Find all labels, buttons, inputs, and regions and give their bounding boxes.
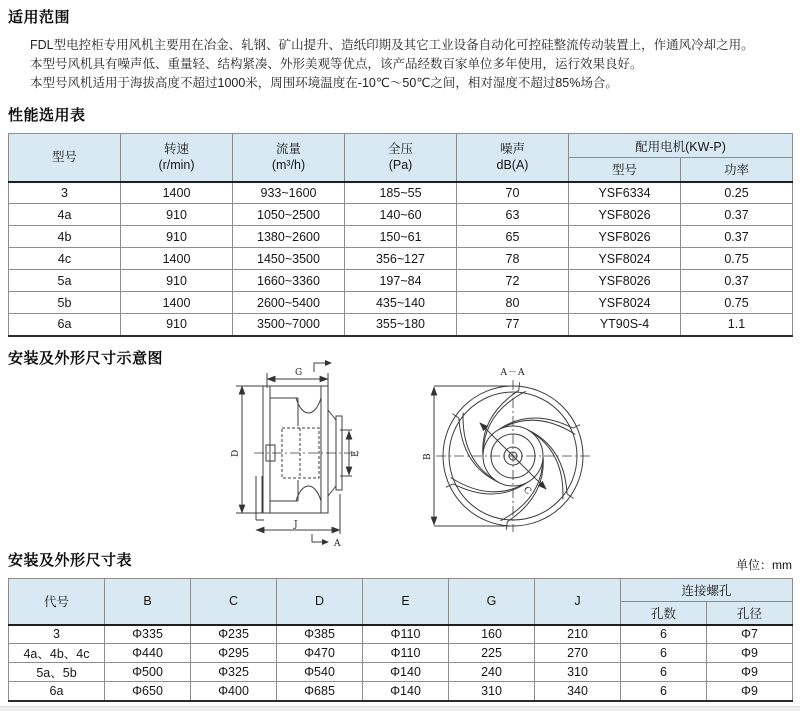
scope-line-2: 本型号风机具有噪声低、重量轻、结构紧凑、外形美观等优点，该产品经数百家单位多年使用，运行效果良好。 [30, 57, 643, 71]
col-header-speed: 转速 (r/min) [121, 134, 233, 182]
page-bottom-edge [0, 706, 800, 711]
dim-label-j: J [294, 520, 298, 530]
table-cell: 70 [457, 182, 569, 204]
table-cell: YSF8026 [569, 270, 681, 292]
col-header-model: 型号 [9, 134, 121, 182]
table-cell: 3 [9, 625, 105, 644]
table-row [9, 248, 793, 270]
section-title-diagram: 安装及外形尺寸示意图 [8, 350, 164, 367]
col-header-d: D [277, 579, 363, 625]
col-header-j: J [535, 579, 621, 625]
table-cell: 3 [9, 182, 121, 204]
table-cell: 1400 [121, 182, 233, 204]
col-header-flow: 流量 (m³/h) [233, 134, 345, 182]
col-header-g: G [449, 579, 535, 625]
scope-line-1: FDL型电控柜专用风机主要用在冶金、轧钢、矿山提升、造纸印期及其它工业设备自动化可控硅整流传动装置上，作通风冷却之用。 [30, 38, 754, 52]
table-cell: 5b [9, 292, 121, 314]
table-cell: Φ500 [105, 663, 191, 682]
table-cell: 197~84 [345, 270, 457, 292]
table-cell: 910 [121, 314, 233, 336]
fan-side-view-drawing [222, 358, 417, 550]
section-view-label: A－A [500, 368, 526, 378]
table-cell: 0.75 [681, 292, 793, 314]
table-row [9, 625, 793, 644]
table-cell: Φ110 [363, 644, 449, 663]
col-header-motor-power: 功率 [681, 158, 793, 182]
dimension-diagrams [0, 356, 800, 550]
table-cell: Φ540 [277, 663, 363, 682]
table-cell: 77 [457, 314, 569, 336]
table-cell: 210 [535, 625, 621, 644]
section-title-scope: 适用范围 [8, 9, 71, 26]
table-cell: 2600~5400 [233, 292, 345, 314]
dim-label-d: D [231, 449, 241, 457]
table-cell: 150~61 [345, 226, 457, 248]
table-cell: 1400 [121, 292, 233, 314]
table-cell: 65 [457, 226, 569, 248]
table-row [9, 182, 793, 204]
table-cell: 185~55 [345, 182, 457, 204]
table-cell: Φ400 [191, 682, 277, 701]
col-header-noise: 噪声 dB(A) [457, 134, 569, 182]
table-cell: 78 [457, 248, 569, 270]
table-cell: Φ295 [191, 644, 277, 663]
table-cell: 1.1 [681, 314, 793, 336]
table-cell: 933~1600 [233, 182, 345, 204]
col-header-c: C [191, 579, 277, 625]
section-title-performance: 性能选用表 [8, 107, 86, 124]
table-row [9, 204, 793, 226]
dim-label-e: E [351, 450, 361, 457]
table-cell: 6 [621, 625, 707, 644]
table-cell: Φ7 [707, 625, 793, 644]
col-header-hole-count: 孔数 [621, 602, 707, 625]
table-row [9, 663, 793, 682]
col-header-pressure: 全压 (Pa) [345, 134, 457, 182]
table-cell: 5a、5b [9, 663, 105, 682]
table-cell: 355~180 [345, 314, 457, 336]
table-cell: 0.37 [681, 204, 793, 226]
table-cell: 4c [9, 248, 121, 270]
table-cell: YSF8024 [569, 248, 681, 270]
table-cell: 140~60 [345, 204, 457, 226]
table-cell: 910 [121, 226, 233, 248]
table-cell: 310 [535, 663, 621, 682]
table-cell: 0.37 [681, 270, 793, 292]
table-row [9, 226, 793, 248]
table-row [9, 682, 793, 701]
table-cell: YSF8026 [569, 204, 681, 226]
table-cell: Φ325 [191, 663, 277, 682]
table-cell: Φ110 [363, 625, 449, 644]
table-cell: 5a [9, 270, 121, 292]
table-cell: YSF8024 [569, 292, 681, 314]
table-cell: Φ470 [277, 644, 363, 663]
section-cut-marker-bottom [312, 534, 322, 542]
table-cell: 3500~7000 [233, 314, 345, 336]
scope-line-3: 本型号风机适用于海拔高度不超过1000米，周围环境温度在-10℃～50℃之间，相对湿度不超过85%场合。 [30, 76, 618, 90]
table-cell: 310 [449, 682, 535, 701]
section-arrow-icon [322, 539, 329, 545]
section-cut-marker-top [314, 363, 325, 372]
table-cell: 1050~2500 [233, 204, 345, 226]
table-row [9, 292, 793, 314]
fan-section-view-drawing [420, 364, 598, 540]
table-cell: 6 [621, 663, 707, 682]
col-header-motor-group: 配用电机(KW-P) [569, 134, 793, 158]
table-cell: 72 [457, 270, 569, 292]
table-cell: Φ140 [363, 682, 449, 701]
table-cell: YSF6334 [569, 182, 681, 204]
table-cell: 1660~3360 [233, 270, 345, 292]
table-cell: 435~140 [345, 292, 457, 314]
table-cell: 80 [457, 292, 569, 314]
table-cell: Φ235 [191, 625, 277, 644]
table-cell: 6 [621, 644, 707, 663]
col-header-holes-group: 连接螺孔 [621, 579, 793, 602]
table-cell: Φ9 [707, 644, 793, 663]
table-row [9, 270, 793, 292]
table-cell: Φ335 [105, 625, 191, 644]
table-row [9, 314, 793, 336]
col-header-code: 代号 [9, 579, 105, 625]
table-cell: 340 [535, 682, 621, 701]
table-cell: 4b [9, 226, 121, 248]
table-cell: 1450~3500 [233, 248, 345, 270]
table-cell: 356~127 [345, 248, 457, 270]
col-header-e: E [363, 579, 449, 625]
dimension-table [8, 578, 793, 702]
table-cell: 0.25 [681, 182, 793, 204]
table-cell: YSF8026 [569, 226, 681, 248]
section-label-a: A [334, 539, 341, 549]
table-cell: 1400 [121, 248, 233, 270]
col-header-b: B [105, 579, 191, 625]
table-cell: Φ685 [277, 682, 363, 701]
table-cell: YT90S-4 [569, 314, 681, 336]
table-cell: 6a [9, 314, 121, 336]
dim-label-g: G [295, 368, 303, 378]
unit-note: 单位：mm [736, 558, 792, 572]
table-cell: Φ9 [707, 663, 793, 682]
performance-table [8, 133, 793, 337]
table-cell: 6a [9, 682, 105, 701]
table-cell: 225 [449, 644, 535, 663]
section-title-dimensions: 安装及外形尺寸表 [8, 552, 133, 569]
table-row [9, 644, 793, 663]
table-cell: 160 [449, 625, 535, 644]
col-header-motor-model: 型号 [569, 158, 681, 182]
table-cell: 0.37 [681, 226, 793, 248]
scope-paragraphs [30, 36, 792, 93]
dim-label-c: C [520, 485, 533, 497]
table-cell: Φ650 [105, 682, 191, 701]
table-cell: Φ9 [707, 682, 793, 701]
table-cell: Φ140 [363, 663, 449, 682]
col-header-hole-dia: 孔径 [707, 602, 793, 625]
table-cell: 910 [121, 270, 233, 292]
section-arrow-icon [325, 360, 332, 366]
table-cell: 1380~2600 [233, 226, 345, 248]
table-cell: 0.75 [681, 248, 793, 270]
table-cell: Φ440 [105, 644, 191, 663]
table-cell: 910 [121, 204, 233, 226]
table-cell: 270 [535, 644, 621, 663]
table-cell: 240 [449, 663, 535, 682]
table-cell: 63 [457, 204, 569, 226]
table-cell: Φ385 [277, 625, 363, 644]
table-cell: 4a、4b、4c [9, 644, 105, 663]
dim-label-b: B [423, 453, 433, 460]
table-cell: 6 [621, 682, 707, 701]
table-cell: 4a [9, 204, 121, 226]
